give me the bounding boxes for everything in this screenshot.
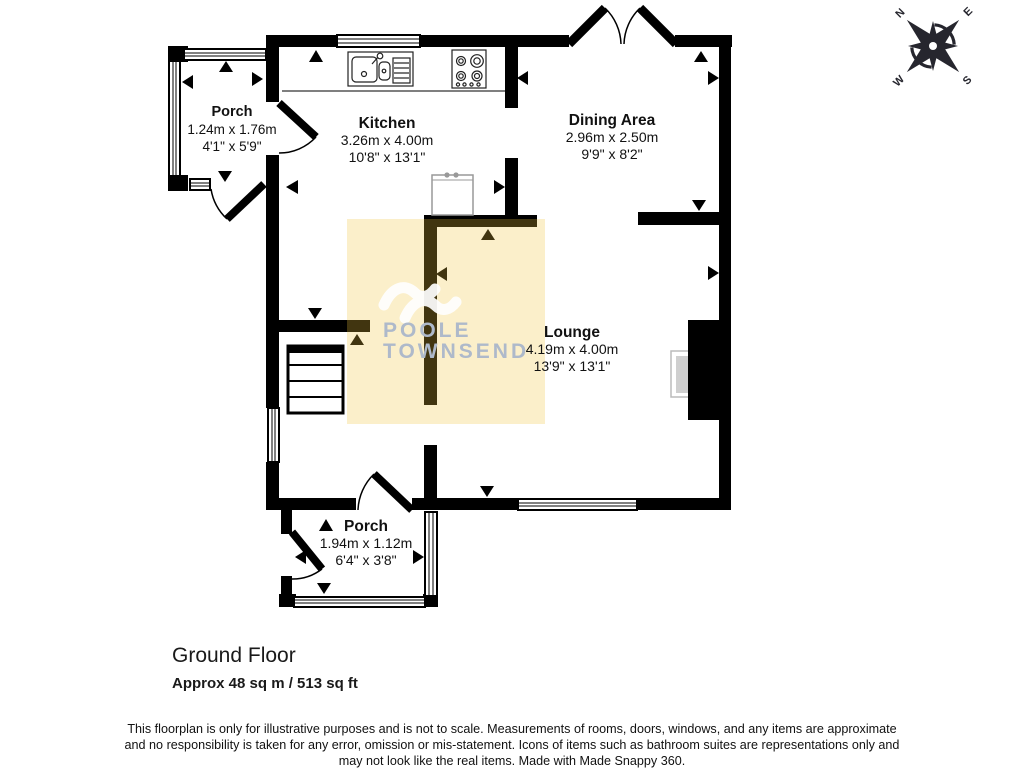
arrow-icon — [517, 71, 528, 85]
room-name: Kitchen — [358, 115, 416, 132]
room-dim-metric: 2.96m x 2.50m — [565, 129, 659, 145]
room-label-lounge — [526, 324, 619, 375]
arrow-icon — [218, 171, 232, 182]
arrow-icon — [708, 266, 719, 280]
window-icon — [425, 512, 437, 596]
room-dim-imperial: 4'1" x 5'9" — [202, 139, 262, 154]
hob-icon — [452, 50, 486, 88]
arrow-icon — [694, 51, 708, 62]
arrow-icon — [494, 180, 505, 194]
room-name: Lounge — [544, 324, 600, 341]
window-icon — [268, 408, 279, 462]
room-label-kitchen — [341, 115, 434, 166]
arrow-icon — [219, 61, 233, 72]
room-dim-metric: 1.24m x 1.76m — [187, 122, 277, 137]
arrow-icon — [480, 486, 494, 497]
room-dim-metric: 4.19m x 4.00m — [525, 341, 619, 357]
window-icon — [518, 499, 637, 510]
compass-rose-icon — [858, 0, 1009, 123]
arrow-icon — [182, 75, 193, 89]
sink-icon — [348, 52, 413, 86]
arrow-icon — [309, 50, 323, 62]
french-doors-icon — [569, 8, 676, 44]
room-label-porch-bottom — [320, 518, 413, 569]
disclaimer — [0, 721, 1024, 768]
disclaimer-line1: This floorplan is only for illustrative purposes and is not to scale. Measurements of rooms, doors, windows, and any items are approximate — [127, 722, 897, 736]
door-icon — [211, 184, 264, 219]
arrow-icon — [295, 550, 306, 564]
window-icon — [169, 61, 180, 176]
door-icon — [358, 474, 412, 510]
room-dim-imperial: 13'9" x 13'1" — [533, 358, 611, 374]
appliance-icon — [432, 172, 473, 215]
fireplace-icon — [671, 320, 731, 420]
compass-s-label: S — [960, 73, 975, 88]
arrow-icon — [252, 72, 263, 86]
door-icon — [292, 532, 322, 579]
window-icon — [337, 35, 420, 47]
watermark-line2: TOWNSEND — [383, 340, 530, 363]
disclaimer-line3: may not look like the real items. Made with Made Snappy 360. — [338, 754, 686, 768]
arrow-icon — [692, 200, 706, 211]
room-name: Dining Area — [568, 112, 656, 129]
room-name: Porch — [211, 104, 253, 120]
arrow-icon — [286, 180, 298, 194]
room-dim-imperial: 6'4" x 3'8" — [335, 552, 397, 568]
arrow-icon — [317, 583, 331, 594]
window-icon — [190, 179, 210, 190]
arrow-icon — [708, 71, 719, 85]
stairs-icon — [288, 346, 343, 413]
window-icon — [294, 597, 425, 607]
room-name: Porch — [344, 518, 388, 535]
room-label-porch-top — [187, 104, 276, 155]
compass-e-label: E — [961, 5, 976, 19]
compass-w-label: W — [891, 73, 907, 90]
arrow-icon — [413, 550, 424, 564]
room-dim-imperial: 9'9" x 8'2" — [581, 146, 643, 162]
floor-title: Ground Floor — [172, 644, 296, 667]
arrow-icon — [308, 308, 322, 319]
floor-area: Approx 48 sq m / 513 sq ft — [172, 675, 358, 692]
room-label-dining-area — [566, 112, 659, 163]
room-dim-imperial: 10'8" x 13'1" — [348, 149, 426, 165]
floor-summary — [172, 644, 358, 692]
room-dim-metric: 1.94m x 1.12m — [319, 535, 413, 551]
compass-n-label: N — [893, 6, 908, 21]
watermark-text — [383, 320, 529, 362]
disclaimer-line2: and no responsibility is taken for any error, omission or mis-statement. Icons of items such as bathroom suites are representations only and — [124, 738, 900, 752]
watermark-line1: POOLE — [383, 319, 472, 342]
room-dim-metric: 3.26m x 4.00m — [340, 132, 434, 148]
door-icon — [279, 103, 316, 153]
window-icon — [184, 49, 266, 60]
